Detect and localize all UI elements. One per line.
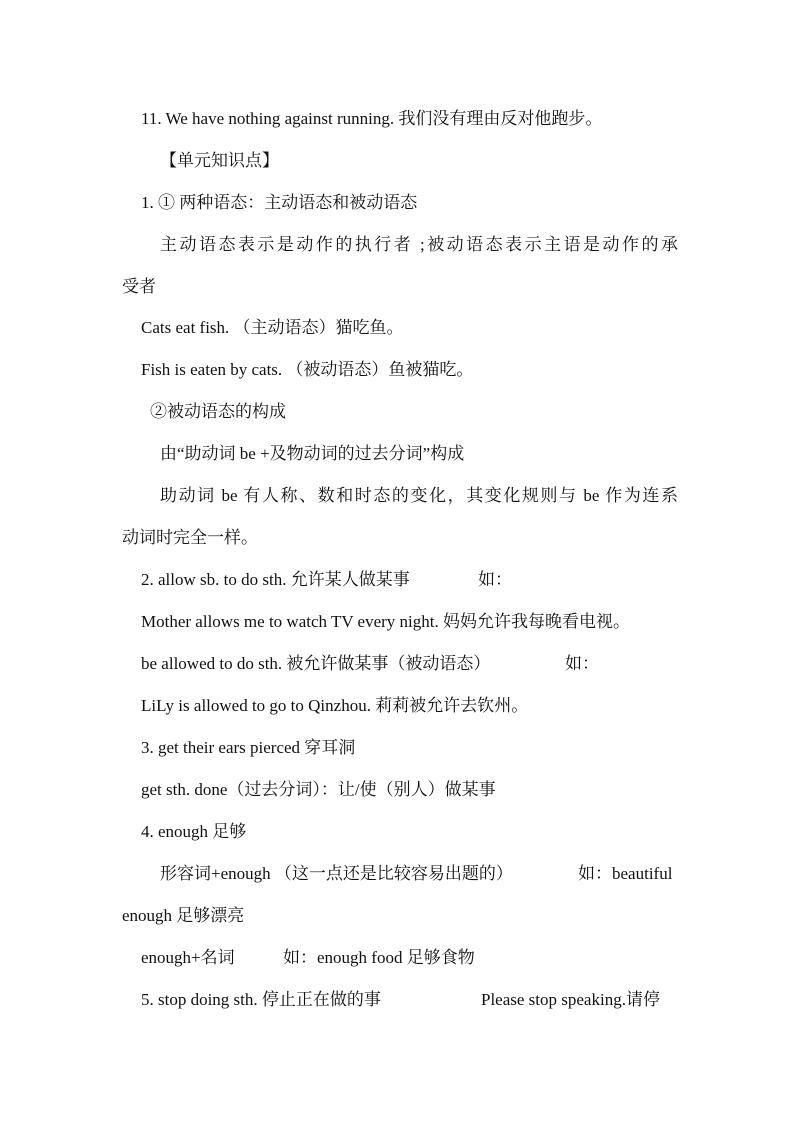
text-line-22a: 5. stop doing sth. 停止正在做的事 [141, 990, 381, 1009]
text-line-22b: Please stop speaking.请停 [481, 990, 660, 1009]
text-line-20: enough 足够漂亮 [122, 906, 245, 925]
text-line-14b: 如： [565, 654, 599, 673]
section-heading: 【单元知识点】 [160, 151, 279, 170]
text-line-11: 动词时完全一样。 [122, 528, 258, 547]
text-line-13: Mother allows me to watch TV every night. 妈妈允许我每晚看电视。 [141, 612, 631, 631]
text-line-8: ②被动语态的构成 [150, 402, 286, 421]
text-line-16: 3. get their ears pierced 穿耳洞 [141, 738, 356, 757]
text-line-19a: 形容词+enough （这一点还是比较容易出题的） [160, 864, 513, 883]
text-line-18: 4. enough 足够 [141, 822, 247, 841]
text-line-1: 11. We have nothing against running. 我们没有理由反对他跑步。 [141, 109, 603, 128]
text-line-9: 由“助动词 be +及物动词的过去分词”构成 [160, 444, 465, 463]
text-line-5: 受者 [122, 277, 156, 296]
text-line-7: Fish is eaten by cats. （被动语态）鱼被猫吃。 [141, 360, 474, 379]
text-line-21b: 如：enough food 足够食物 [283, 948, 475, 967]
text-line-21a: enough+名词 [141, 948, 235, 967]
text-line-3: 1. ① 两种语态：主动语态和被动语态 [141, 193, 418, 212]
text-line-6: Cats eat fish. （主动语态）猫吃鱼。 [141, 318, 404, 337]
text-line-15: LiLy is allowed to go to Qinzhou. 莉莉被允许去钦州。 [141, 696, 529, 715]
text-line-17: get sth. done（过去分词）：让/使（别人）做某事 [141, 780, 496, 799]
text-line-19b: 如：beautiful [578, 864, 673, 883]
text-line-14a: be allowed to do sth. 被允许做某事（被动语态） [141, 654, 491, 673]
text-line-12a: 2. allow sb. to do sth. 允许某人做某事 [141, 570, 410, 589]
text-line-10: 助动词 be 有人称、数和时态的变化，其变化规则与 be 作为连系 [160, 486, 678, 505]
text-line-4: 主动语态表示是动作的执行者 ;被动语态表示主语是动作的承 [160, 235, 678, 254]
text-line-12b: 如： [478, 570, 512, 589]
